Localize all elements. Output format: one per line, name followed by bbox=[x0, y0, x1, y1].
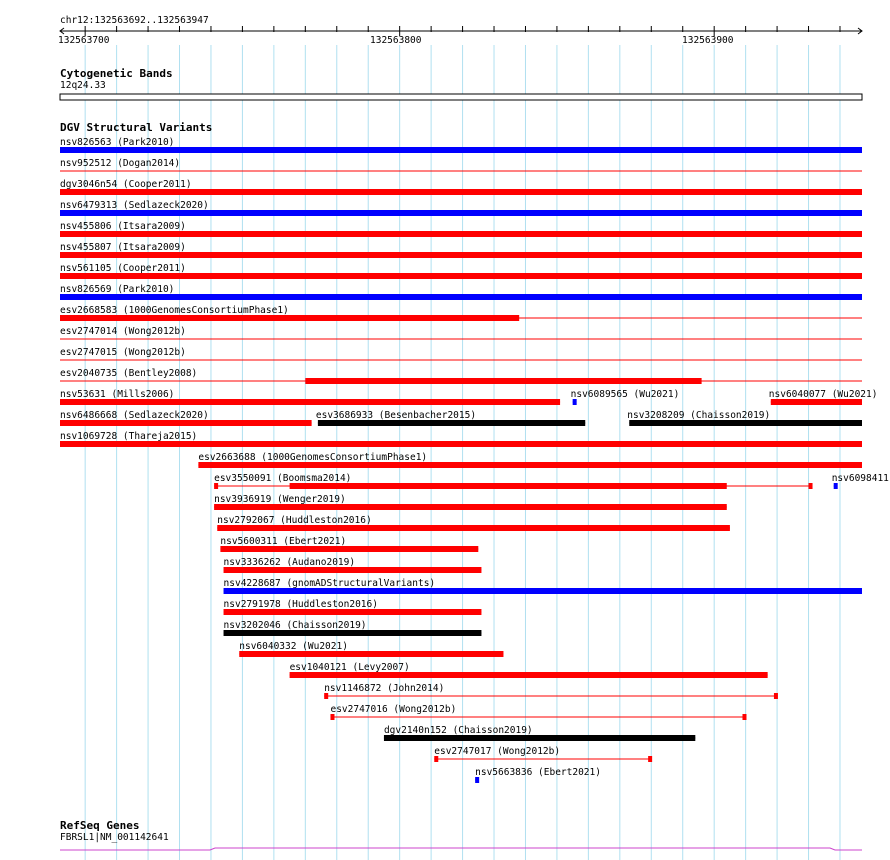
variant-label[interactable]: esv3686933 (Besenbacher2015) bbox=[315, 410, 477, 421]
ruler-background bbox=[60, 28, 862, 42]
tick-label-1: 132563700 bbox=[58, 35, 110, 46]
refseq-track-title[interactable]: RefSeq Genes bbox=[60, 819, 140, 832]
variant-label[interactable]: esv3550091 (Boomsma2014) bbox=[214, 473, 352, 484]
variant-label[interactable]: nsv952512 (Dogan2014) bbox=[60, 158, 181, 169]
variant-label[interactable]: nsv3208209 (Chaisson2019) bbox=[627, 410, 771, 421]
region-label: chr12:132563692..132563947 bbox=[60, 15, 209, 26]
variant-label[interactable]: esv2747015 (Wong2012b) bbox=[60, 347, 186, 358]
variant-label[interactable]: nsv53631 (Mills2006) bbox=[60, 389, 175, 400]
variant-label[interactable]: esv2668583 (1000GenomesConsortiumPhase1) bbox=[60, 305, 289, 316]
variant-label[interactable]: nsv455806 (Itsara2009) bbox=[60, 221, 186, 232]
variant-label[interactable]: esv2747017 (Wong2012b) bbox=[434, 746, 561, 757]
cytoband-label: 12q24.33 bbox=[60, 80, 106, 91]
variant-label[interactable]: nsv3202046 (Chaisson2019) bbox=[223, 620, 367, 631]
variant-feature-block[interactable] bbox=[742, 714, 746, 720]
variant-label[interactable]: esv1040121 (Levy2007) bbox=[289, 662, 410, 673]
variant-feature-block[interactable] bbox=[809, 483, 813, 489]
dgv-track-title[interactable]: DGV Structural Variants bbox=[60, 121, 213, 134]
variant-label[interactable]: nsv5663836 (Ebert2021) bbox=[475, 767, 601, 778]
variant-label[interactable]: nsv2791978 (Huddleston2016) bbox=[223, 599, 378, 610]
variant-label[interactable]: nsv6479313 (Sedlazeck2020) bbox=[60, 200, 209, 211]
tick-label-3: 132563900 bbox=[682, 35, 734, 46]
cytoband-12q24-33[interactable] bbox=[60, 94, 862, 100]
variant-label[interactable]: nsv6089565 (Wu2021) bbox=[570, 389, 680, 400]
cytoband-track-title[interactable]: Cytogenetic Bands bbox=[60, 67, 173, 80]
variant-label[interactable]: nsv6098411 bbox=[831, 473, 889, 484]
variant-label[interactable]: esv2663688 (1000GenomesConsortiumPhase1) bbox=[198, 452, 428, 463]
variant-label[interactable]: nsv6486668 (Sedlazeck2020) bbox=[60, 410, 209, 421]
refseq-gene-line[interactable] bbox=[60, 848, 862, 850]
variant-feature-block[interactable] bbox=[60, 294, 862, 300]
variant-feature-block[interactable] bbox=[290, 483, 727, 489]
variant-label[interactable]: esv2747016 (Wong2012b) bbox=[330, 704, 457, 715]
variant-label[interactable]: nsv3936919 (Wenger2019) bbox=[214, 494, 346, 505]
variant-label[interactable]: dgv2140n152 (Chaisson2019) bbox=[383, 725, 533, 736]
variant-label[interactable]: nsv2792067 (Huddleston2016) bbox=[217, 515, 372, 526]
refseq-gene-label[interactable]: FBRSL1|NM_001142641 bbox=[60, 832, 169, 843]
variant-label[interactable]: nsv4228687 (gnomADStructuralVariants) bbox=[223, 578, 436, 589]
variant-feature-block[interactable] bbox=[774, 693, 778, 699]
variant-label[interactable]: nsv561105 (Cooper2011) bbox=[60, 263, 186, 274]
variant-label[interactable]: nsv6040332 (Wu2021) bbox=[239, 641, 348, 652]
variant-label[interactable]: nsv455807 (Itsara2009) bbox=[60, 242, 186, 253]
variant-label[interactable]: esv2040735 (Bentley2008) bbox=[60, 368, 198, 379]
variant-label[interactable]: nsv826569 (Park2010) bbox=[60, 284, 175, 295]
variant-label[interactable]: nsv3336262 (Audano2019) bbox=[223, 557, 356, 568]
variant-feature-block[interactable] bbox=[648, 756, 652, 762]
variant-label[interactable]: nsv6040077 (Wu2021) bbox=[768, 389, 878, 400]
variant-feature-block[interactable] bbox=[60, 147, 862, 153]
variant-label[interactable]: nsv1146872 (John2014) bbox=[324, 683, 445, 694]
tick-label-2: 132563800 bbox=[370, 35, 422, 46]
variant-label[interactable]: esv2747014 (Wong2012b) bbox=[60, 326, 186, 337]
variant-label[interactable]: nsv826563 (Park2010) bbox=[60, 137, 175, 148]
variant-label[interactable]: nsv1069728 (Thareja2015) bbox=[60, 431, 198, 442]
variant-label[interactable]: nsv5600311 (Ebert2021) bbox=[220, 536, 347, 547]
variant-label[interactable]: dgv3046n54 (Cooper2011) bbox=[60, 179, 192, 190]
variant-feature-block[interactable] bbox=[305, 378, 701, 384]
